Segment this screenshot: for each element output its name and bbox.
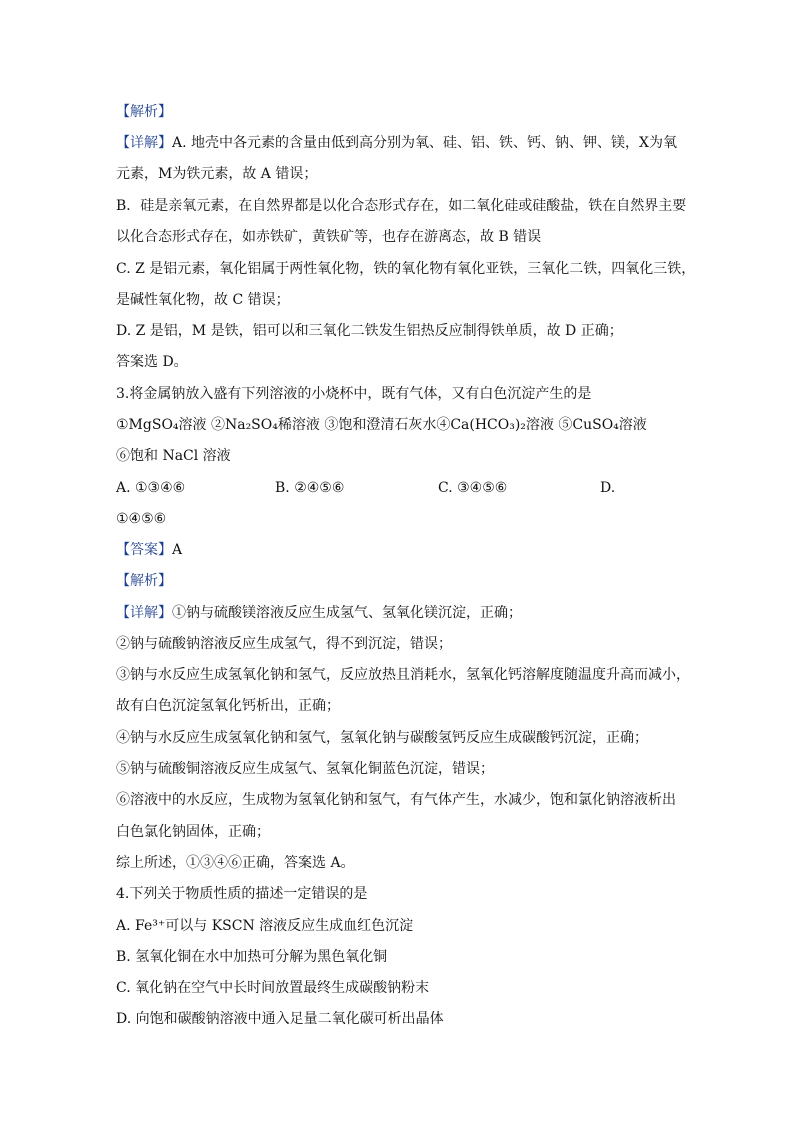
text-line: ④钠与水反应生成氢氧化钠和氢气，氢氧化钠与碳酸氢钙反应生成碳酸钙沉淀，正确；: [116, 730, 648, 746]
text-line: ⑥溶液中的水反应，生成物为氢氧化钠和氢气，有气体产生，水减少，饱和氯化钠溶液析出: [116, 792, 676, 808]
option-c: C. ③④⑤⑥: [438, 480, 508, 496]
detail-line: [116, 603, 522, 623]
question-3-list: ①MgSO₄溶液 ②Na₂SO₄稀溶液 ③饱和澄清石灰水④Ca(HCO₃)₂溶液 ⑤CuSO₄溶液: [116, 417, 647, 433]
option-a: A. Fe³⁺可以与 KSCN 溶液反应生成血红色沉淀: [116, 918, 414, 934]
answer-line: [116, 540, 182, 560]
text-line: 以化合态形式存在，如赤铁矿，黄铁矿等，也存在游离态，故 B 错误: [116, 229, 542, 245]
text-line: ③钠与水反应生成氢氧化钠和氢气，反应放热且消耗水，氢氧化钙溶解度随温度升高而减小，: [116, 667, 690, 683]
text-line: 答案选 D。: [116, 354, 188, 370]
text-line: 是碱性氧化物，故 C 错误；: [116, 292, 290, 308]
text-line: ⑤钠与硫酸铜溶液反应生成氢气、氢氧化铜蓝色沉淀，错误；: [116, 761, 494, 777]
text-line: C. Z 是铝元素，氧化铝属于两性氧化物，铁的氧化物有氧化亚铁，三氧化二铁，四氧化三铁，: [116, 261, 696, 277]
detail-line: [116, 133, 677, 153]
detail-text: ①钠与硫酸镁溶液反应生成氢气、氢氧化镁沉淀，正确；: [172, 605, 522, 621]
option-b: B. 氢氧化铜在水中加热可分解为黑色氧化铜: [116, 949, 388, 965]
option-d-content: ①④⑤⑥: [116, 511, 167, 527]
option-b: B. ②④⑤⑥: [275, 480, 345, 496]
detail-tag: 【详解】: [116, 135, 172, 151]
question-4-stem: 4.下列关于物质性质的描述一定错误的是: [116, 886, 368, 902]
option-d: D.: [600, 480, 616, 496]
text-line: 元素，M为铁元素，故 A 错误；: [116, 166, 318, 182]
option-a: A. ①③④⑥: [116, 480, 186, 496]
question-3-list: ⑥饱和 NaCl 溶液: [116, 448, 231, 464]
detail-text: A. 地壳中各元素的含量由低到高分别为氧、硅、铝、铁、钙、钠、钾、镁，X为氧: [172, 135, 677, 151]
detail-tag: 【详解】: [116, 605, 172, 621]
analysis-heading: 【解析】: [116, 104, 172, 120]
answer-value: A: [172, 542, 183, 558]
text-line: D. Z 是铝，M 是铁，铝可以和三氧化二铁发生铝热反应制得铁单质，故 D 正确；: [116, 323, 623, 339]
option-c: C. 氧化钠在空气中长时间放置最终生成碳酸钠粉末: [116, 980, 430, 996]
text-line: 综上所述，①③④⑥正确，答案选 A。: [116, 855, 355, 871]
text-line: ②钠与硫酸钠溶液反应生成氢气，得不到沉淀，错误；: [116, 636, 452, 652]
text-line: B．硅是亲氧元素，在自然界都是以化合态形式存在，如二氧化硅或硅酸盐，铁在自然界主要: [116, 198, 687, 214]
question-3-stem: 3.将金属钠放入盛有下列溶液的小烧杯中，既有气体，又有白色沉淀产生的是: [116, 386, 592, 402]
text-line: 白色氯化钠固体，正确；: [116, 824, 270, 840]
answer-tag: 【答案】: [116, 542, 172, 558]
text-line: 故有白色沉淀氢氧化钙析出，正确；: [116, 698, 340, 714]
analysis-heading: 【解析】: [116, 573, 172, 589]
option-d: D. 向饱和碳酸钠溶液中通入足量二氧化碳可析出晶体: [116, 1011, 444, 1027]
